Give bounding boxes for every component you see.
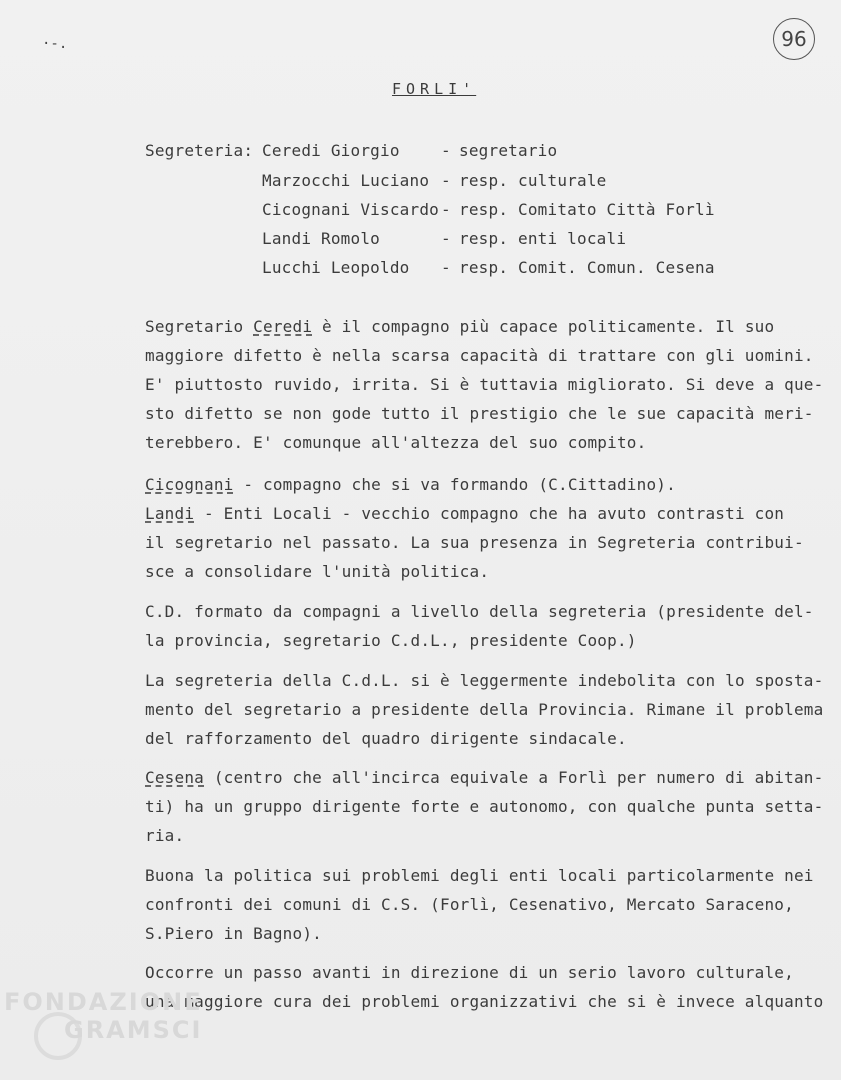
- underlined-name: Ceredi: [253, 317, 313, 336]
- text-line: mento del segretario a presidente della Provincia. Rimane il problema: [145, 700, 824, 719]
- underlined-name: Cesena: [145, 768, 204, 787]
- member-sep: -: [441, 258, 451, 277]
- text-line: terebbero. E' comunque all'altezza del suo compito.: [145, 433, 647, 452]
- text-line: Segretario Ceredi è il compagno più capace politicamente. Il suo: [145, 317, 775, 336]
- text-line: sce a consolidare l'unità politica.: [145, 562, 490, 581]
- text-line: Cicognani - compagno che si va formando (C.Cittadino).: [145, 475, 676, 494]
- watermark-line1: FONDAZIONE: [4, 988, 203, 1016]
- text-line: sto difetto se non gode tutto il prestigio che le sue capacità meri-: [145, 404, 814, 423]
- member-sep: -: [441, 200, 451, 219]
- member-name: Lucchi Leopoldo: [262, 258, 410, 277]
- member-name: Marzocchi Luciano: [262, 171, 430, 190]
- underlined-name: Cicognani: [145, 475, 234, 494]
- member-sep: -: [441, 141, 451, 160]
- text-line: del rafforzamento del quadro dirigente sindacale.: [145, 729, 627, 748]
- text-line: una maggiore cura dei problemi organizzativi che si è invece alquanto: [145, 992, 824, 1011]
- text-line: La segreteria della C.d.L. si è leggermente indebolita con lo sposta-: [145, 671, 824, 690]
- member-role: resp. Comitato Città Forlì: [459, 200, 715, 219]
- text-line: S.Piero in Bagno).: [145, 924, 322, 943]
- text-line: E' piuttosto ruvido, irrita. Si è tuttavia migliorato. Si deve a que-: [145, 375, 824, 394]
- document-title: FORLI': [392, 80, 477, 98]
- segreteria-label: Segreteria:: [145, 141, 254, 160]
- text-line: Landi - Enti Locali - vecchio compagno che ha avuto contrasti con: [145, 504, 785, 523]
- member-role: segretario: [459, 141, 558, 160]
- member-role: resp. enti locali: [459, 229, 627, 248]
- member-role: resp. Comit. Comun. Cesena: [459, 258, 715, 277]
- text-line: Occorre un passo avanti in direzione di un serio lavoro culturale,: [145, 963, 794, 982]
- member-sep: -: [441, 229, 451, 248]
- member-name: Cicognani Viscardo: [262, 200, 439, 219]
- text-line: Cesena (centro che all'incirca equivale a Forlì per numero di abitan-: [145, 768, 824, 787]
- member-name: Landi Romolo: [262, 229, 380, 248]
- text-line: ria.: [145, 826, 185, 845]
- text-line: C.D. formato da compagni a livello della segreteria (presidente del-: [145, 602, 814, 621]
- text-line: Buona la politica sui problemi degli enti locali particolarmente nei: [145, 866, 814, 885]
- text-line: ti) ha un gruppo dirigente forte e autonomo, con qualche punta setta-: [145, 797, 824, 816]
- member-sep: -: [441, 171, 451, 190]
- underlined-name: Landi: [145, 504, 195, 523]
- text-line: il segretario nel passato. La sua presenza in Segreteria contribui-: [145, 533, 804, 552]
- text-line: la provincia, segretario C.d.L., presidente Coop.): [145, 631, 637, 650]
- watermark-line2: GRAMSCI: [64, 1016, 203, 1044]
- page-number-circle: [773, 18, 815, 60]
- text-line: maggiore difetto è nella scarsa capacità di trattare con gli uomini.: [145, 346, 814, 365]
- text-line: confronti dei comuni di C.S. (Forlì, Cesenativo, Mercato Saraceno,: [145, 895, 794, 914]
- margin-mark: ·-.: [42, 36, 68, 52]
- member-role: resp. culturale: [459, 171, 607, 190]
- page-number: 96: [781, 27, 807, 51]
- watermark-logo: [0, 988, 260, 1080]
- member-name: Ceredi Giorgio: [262, 141, 400, 160]
